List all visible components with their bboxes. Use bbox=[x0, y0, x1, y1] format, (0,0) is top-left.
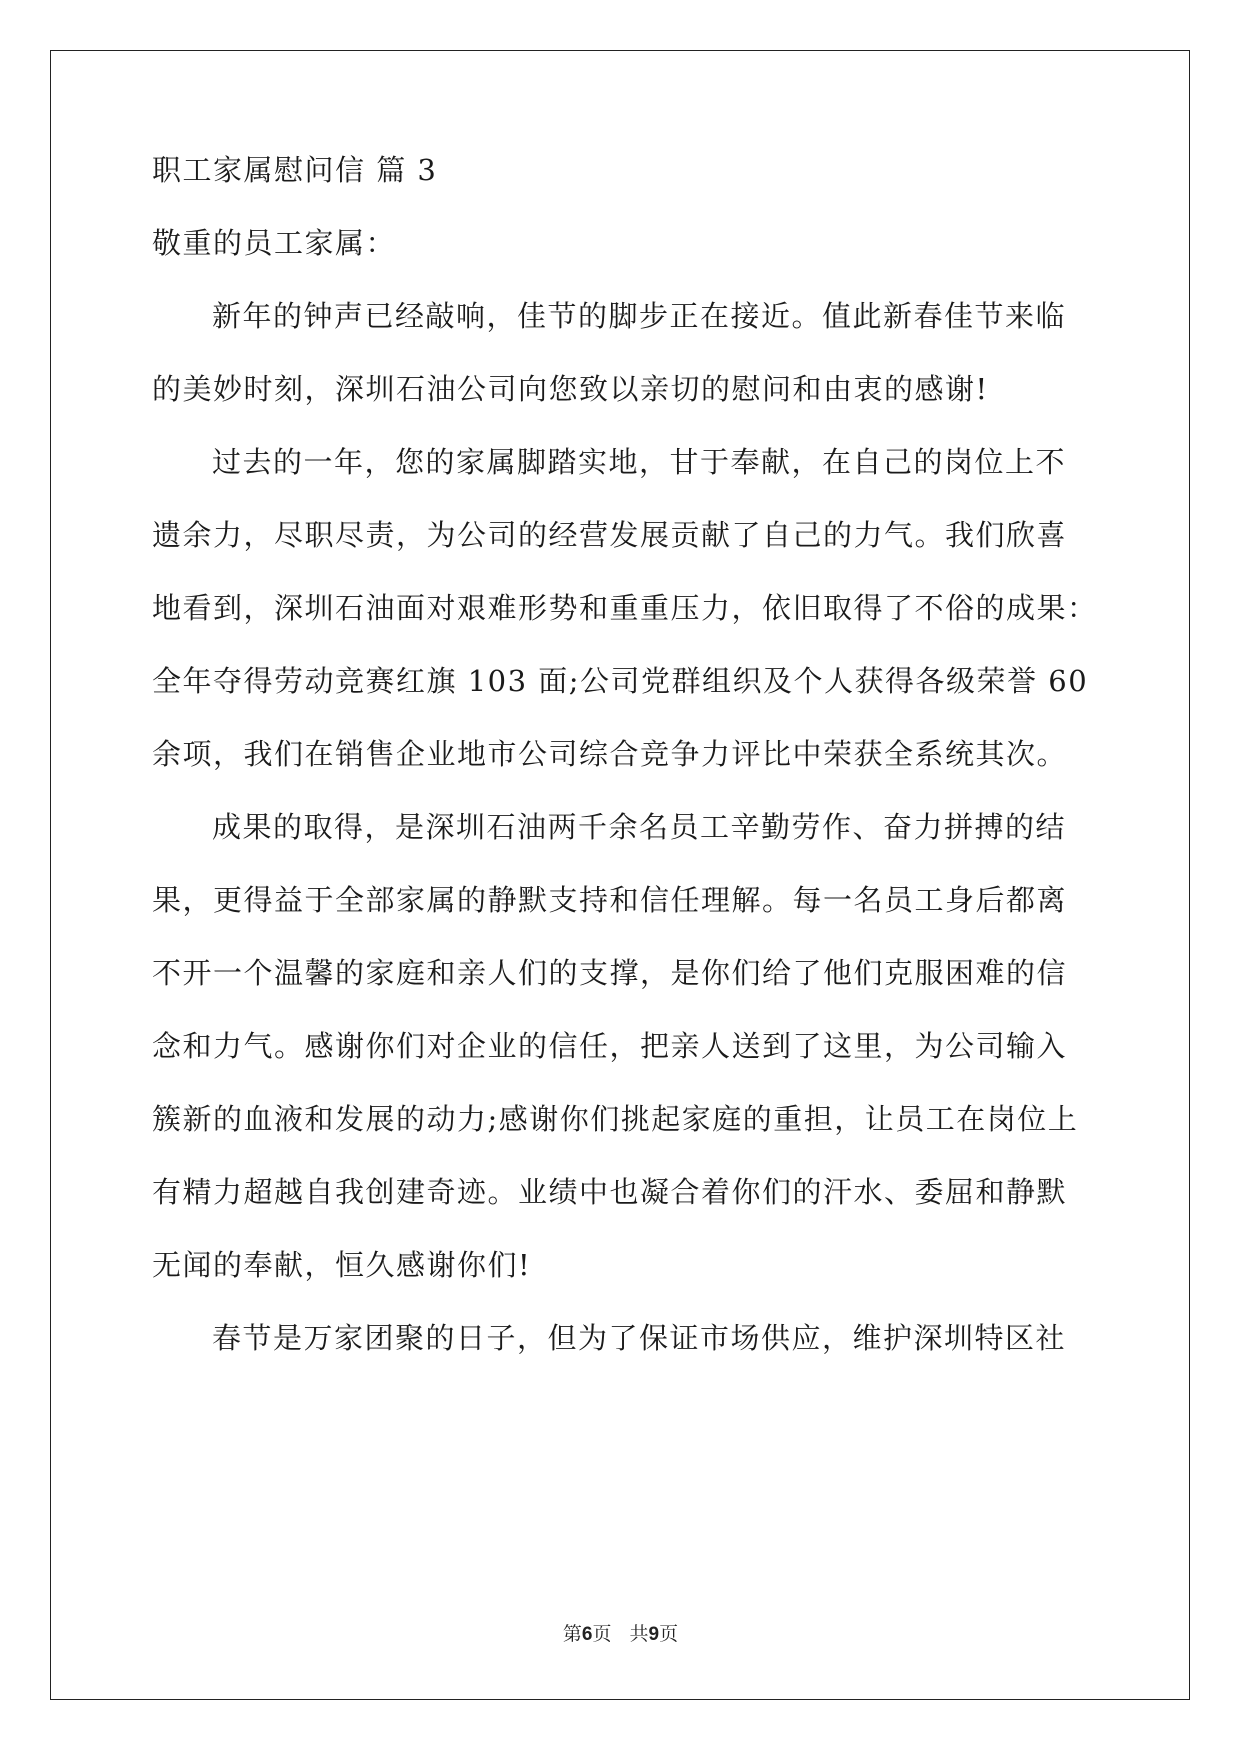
total-suffix: 页 bbox=[659, 1623, 679, 1645]
page-current: 6 bbox=[581, 1624, 593, 1645]
paragraph-line: 遗余力，尽职尽责，为公司的经营发展贡献了自己的力气。我们欣喜 bbox=[152, 518, 1068, 552]
total-prefix: 共 bbox=[629, 1623, 649, 1645]
document-title: 职工家属慰问信 篇 3 bbox=[152, 153, 438, 187]
paragraph-line: 无闻的奉献，恒久感谢你们! bbox=[152, 1248, 532, 1282]
paragraph-line: 成果的取得，是深圳石油两千余名员工辛勤劳作、奋力拼搏的结 bbox=[212, 810, 1067, 844]
paragraph-line: 全年夺得劳动竞赛红旗 103 面;公司党群组织及个人获得各级荣誉 60 bbox=[152, 664, 1089, 698]
paragraph-line: 地看到，深圳石油面对艰难形势和重重压力，依旧取得了不俗的成果： bbox=[152, 591, 1098, 625]
page-mid: 页 bbox=[592, 1623, 612, 1645]
paragraph-line: 念和力气。感谢你们对企业的信任，把亲人送到了这里，为公司输入 bbox=[152, 1029, 1068, 1063]
page-total: 9 bbox=[648, 1624, 660, 1645]
paragraph-line: 春节是万家团聚的日子，但为了保证市场供应，维护深圳特区社 bbox=[212, 1321, 1067, 1355]
paragraph-line: 果，更得益于全部家属的静默支持和信任理解。每一名员工身后都离 bbox=[152, 883, 1068, 917]
paragraph-line: 余项，我们在销售企业地市公司综合竞争力评比中荣获全系统其次。 bbox=[152, 737, 1068, 771]
page-footer bbox=[0, 1622, 1241, 1647]
paragraph-line: 的美妙时刻，深圳石油公司向您致以亲切的慰问和由衷的感谢! bbox=[152, 372, 989, 406]
paragraph-line: 过去的一年，您的家属脚踏实地，甘于奉献，在自己的岗位上不 bbox=[212, 445, 1067, 479]
paragraph-line: 簇新的血液和发展的动力;感谢你们挑起家庭的重担，让员工在岗位上 bbox=[152, 1102, 1079, 1136]
paragraph-line: 不开一个温馨的家庭和亲人们的支撑，是你们给了他们克服困难的信 bbox=[152, 956, 1068, 990]
paragraph-line: 有精力超越自我创建奇迹。业绩中也凝合着你们的汗水、委屈和静默 bbox=[152, 1175, 1068, 1209]
paragraph-line: 新年的钟声已经敲响，佳节的脚步正在接近。值此新春佳节来临 bbox=[212, 299, 1067, 333]
salutation: 敬重的员工家属： bbox=[152, 226, 397, 260]
page-prefix: 第 bbox=[562, 1623, 582, 1645]
